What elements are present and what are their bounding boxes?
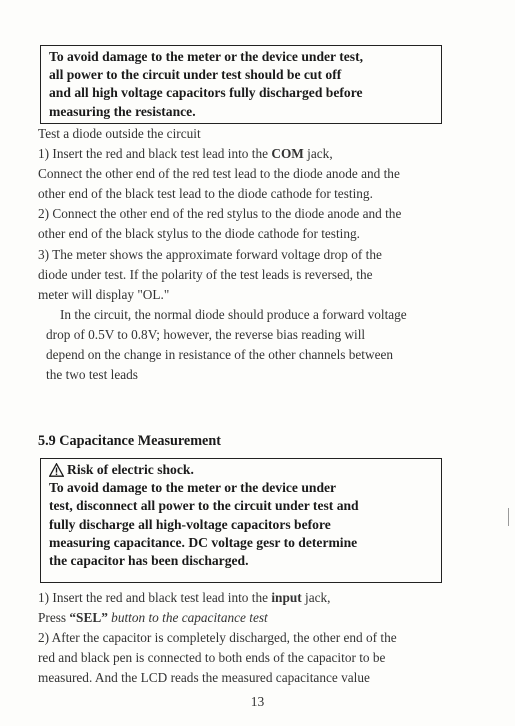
cap-step-2-line-1: 2) After the capacitor is completely discharged, the other end of the bbox=[38, 630, 397, 646]
diode-step-3-line-2: diode under test. If the polarity of the test leads is reversed, the bbox=[38, 266, 373, 282]
sel-button-label: “SEL” bbox=[69, 610, 108, 626]
warning-line: fully discharge all high-voltage capacitors before bbox=[49, 516, 331, 532]
com-jack-label: COM bbox=[271, 146, 304, 162]
step-text: 1) Insert the red and black test lead into the bbox=[38, 146, 272, 162]
step-text: jack, bbox=[301, 590, 331, 605]
warning-box-capacitance bbox=[40, 458, 442, 583]
circuit-line-3: depend on the change in resistance of the other channels between bbox=[46, 347, 394, 363]
warning-line: To avoid damage to the meter or the device under bbox=[49, 480, 337, 496]
warning-line: measuring the resistance. bbox=[49, 103, 196, 119]
warning-line: To avoid damage to the meter or the device under test, bbox=[49, 49, 364, 64]
warning-line: measuring capacitance. DC voltage gesr to determine bbox=[49, 534, 358, 550]
cap-press-line bbox=[38, 608, 488, 628]
warning-triangle-icon bbox=[49, 463, 64, 477]
cap-step-1 bbox=[38, 588, 488, 608]
step-text: 1) Insert the red and black test lead into the bbox=[38, 590, 272, 605]
warning-box-resistance bbox=[40, 45, 442, 124]
cap-step-2-line-2: red and black pen is connected to both ends of the capacitor to be bbox=[38, 650, 386, 666]
circuit-line-2: drop of 0.5V to 0.8V; however, the reverse bias reading will bbox=[46, 326, 366, 342]
diode-step-1-line-2: Connect the other end of the red test lead to the diode anode and the bbox=[38, 166, 400, 182]
circuit-line-1: In the circuit, the normal diode should produce a forward voltage bbox=[60, 306, 407, 322]
capacitance-steps bbox=[38, 588, 488, 688]
circuit-line-4: the two test leads bbox=[46, 367, 138, 383]
cap-step-2-line-3: measured. And the LCD reads the measured capacitance value bbox=[38, 670, 370, 686]
risk-text: Risk of electric shock. bbox=[67, 462, 194, 477]
input-jack-label: input bbox=[271, 590, 302, 605]
diode-step-1 bbox=[38, 144, 488, 164]
warning-line: the capacitor has been discharged. bbox=[49, 553, 249, 569]
warning-line: all power to the circuit under test should be cut off bbox=[49, 67, 342, 83]
in-circuit-paragraph bbox=[38, 305, 488, 385]
warning-line: and all high voltage capacitors fully discharged before bbox=[49, 85, 363, 101]
diode-test-section bbox=[38, 124, 488, 385]
risk-line bbox=[49, 461, 433, 479]
step-text: jack, bbox=[303, 146, 333, 162]
scan-edge-mark bbox=[508, 508, 509, 526]
step-text: button to the capacitance test bbox=[107, 610, 268, 626]
diode-step-2-line-1: 2) Connect the other end of the red stylus to the diode anode and the bbox=[38, 206, 402, 222]
diode-step-2-line-2: other end of the black stylus to the diode cathode for testing. bbox=[38, 226, 360, 242]
diode-intro: Test a diode outside the circuit bbox=[38, 126, 201, 141]
step-text: Press bbox=[38, 610, 70, 626]
section-heading: 5.9 Capacitance Measurement bbox=[38, 433, 221, 449]
diode-step-3-line-3: meter will display "OL." bbox=[38, 286, 170, 302]
page-number: 13 bbox=[250, 694, 265, 709]
warning-line: test, disconnect all power to the circuit under test and bbox=[49, 498, 359, 514]
diode-step-3-line-1: 3) The meter shows the approximate forward voltage drop of the bbox=[38, 246, 382, 262]
diode-step-1-line-3: other end of the black test lead to the diode cathode for testing. bbox=[38, 186, 373, 202]
